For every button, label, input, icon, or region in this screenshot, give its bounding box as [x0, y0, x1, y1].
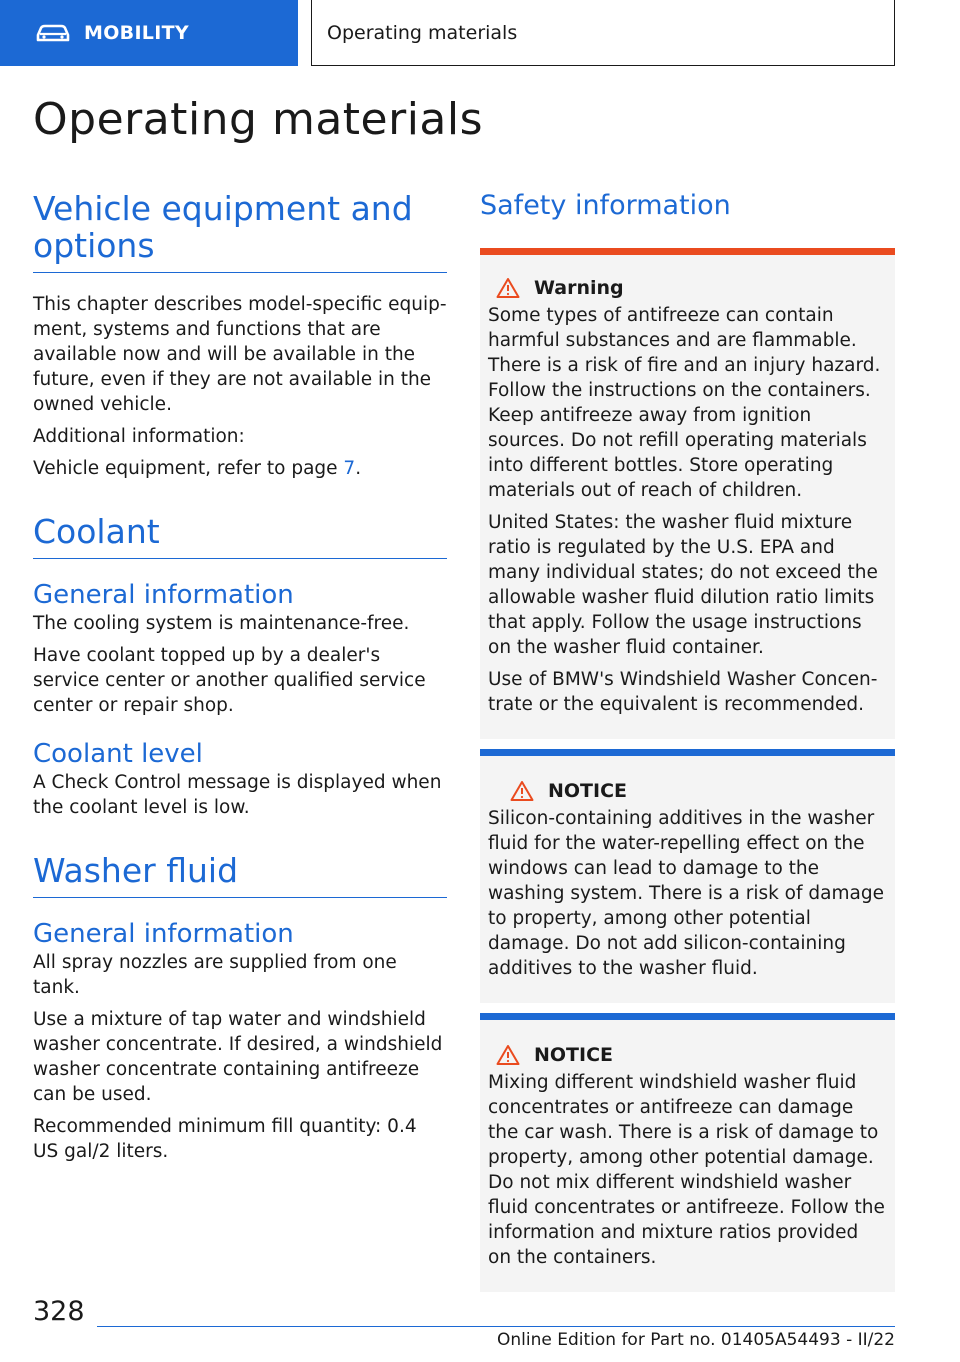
heading-coolant: Coolant	[33, 513, 447, 559]
notice-triangle-icon	[496, 1044, 520, 1066]
footer-rule	[97, 1326, 895, 1327]
car-icon	[36, 23, 70, 43]
header-section-tab[interactable]	[0, 0, 298, 66]
heading-coolant-level: Coolant level	[33, 739, 203, 769]
coolant-general-p1: The cooling system is maintenance-free.	[33, 613, 410, 634]
right-column	[480, 190, 895, 1292]
left-column	[33, 190, 447, 1164]
coolant-level-p1: A Check Control message is displayed when the coolant level is low.	[33, 772, 442, 818]
heading-vehicle-equipment: Vehicle equipment and options	[33, 190, 447, 273]
vehicle-equipment-text: This chapter describes model-specific equipment, systems and functions that are available now and will be available in the future, even if they are not available in the owned vehicle.	[33, 294, 447, 415]
header-section-label: MOBILITY	[84, 22, 189, 44]
heading-coolant-general: General information	[33, 580, 294, 610]
warning-box-header	[496, 277, 887, 299]
heading-washer-fluid: Washer fluid	[33, 852, 447, 898]
vehicle-equipment-reference: Vehicle equipment, refer to page 7.	[33, 458, 362, 479]
page-title: Operating materials	[33, 94, 484, 145]
additional-info-label: Additional information:	[33, 426, 245, 447]
warning-p1: Some types of antifreeze can contain harmful substances and are flammable. There is a risk of fire and an injury hazard. Follow the instructions on the containers. Keep antifreeze away from ignition sources. Do not refill operating materials into different bottles. Store operating materials out of reach of children.	[488, 305, 881, 501]
warning-p2: United States: the washer fluid mixture ratio is regulated by the U.S. EPA and many individual states; do not exceed the allowable washer fluid dilution ratio limits that apply. Follow the usage instructions on the washer fluid container.	[488, 512, 878, 658]
heading-safety-information: Safety information	[480, 190, 731, 221]
warning-triangle-icon	[496, 277, 520, 299]
page-number: 328	[33, 1296, 85, 1327]
heading-washer-general: General information	[33, 919, 294, 949]
notice-label: NOTICE	[548, 780, 628, 802]
notice-box-silicon-header	[510, 780, 887, 802]
header-chapter	[311, 0, 895, 66]
notice-box-mixing	[480, 1013, 895, 1292]
notice-box-silicon	[480, 749, 895, 1003]
warning-box	[480, 248, 895, 739]
page-ref-link[interactable]: 7	[343, 458, 356, 479]
coolant-general-p2: Have coolant topped up by a dealer's service center or another qualified service center or repair shop.	[33, 645, 426, 716]
notice-mixing-p1: Mixing different windshield washer fluid concentrates or antifreeze can damage the car wash. There is a risk of damage to property, among other potential damage. Do not mix different windshield washer fluid concentrates or antifreeze. Follow the information and mixture ratios provided on the containers.	[488, 1072, 885, 1268]
header-chapter-label: Operating materials	[327, 21, 518, 44]
notice-label: NOTICE	[534, 1044, 614, 1066]
warning-p3: Use of BMW's Windshield Washer Concentrate or the equivalent is recommended.	[488, 669, 878, 715]
washer-p2: Use a mixture of tap water and windshield washer concentrate. If desired, a windshield washer concentrate containing antifreeze can be used.	[33, 1009, 443, 1105]
notice-box-mixing-header	[496, 1044, 887, 1066]
notice-triangle-icon	[510, 780, 534, 802]
washer-p3: Recommended minimum fill quantity: 0.4 US gal/2 liters.	[33, 1116, 417, 1162]
warning-label: Warning	[534, 277, 624, 299]
notice-silicon-p1: Silicon-containing additives in the washer fluid for the water-repelling effect on the windows can lead to damage to the washing system. There is a risk of damage to property, among other potential damage. Do not add silicon-containing additives to the washer fluid.	[488, 808, 884, 979]
washer-p1: All spray nozzles are supplied from one tank.	[33, 952, 397, 998]
footer-edition: Online Edition for Part no. 01405A54493 - II/22	[496, 1330, 895, 1350]
